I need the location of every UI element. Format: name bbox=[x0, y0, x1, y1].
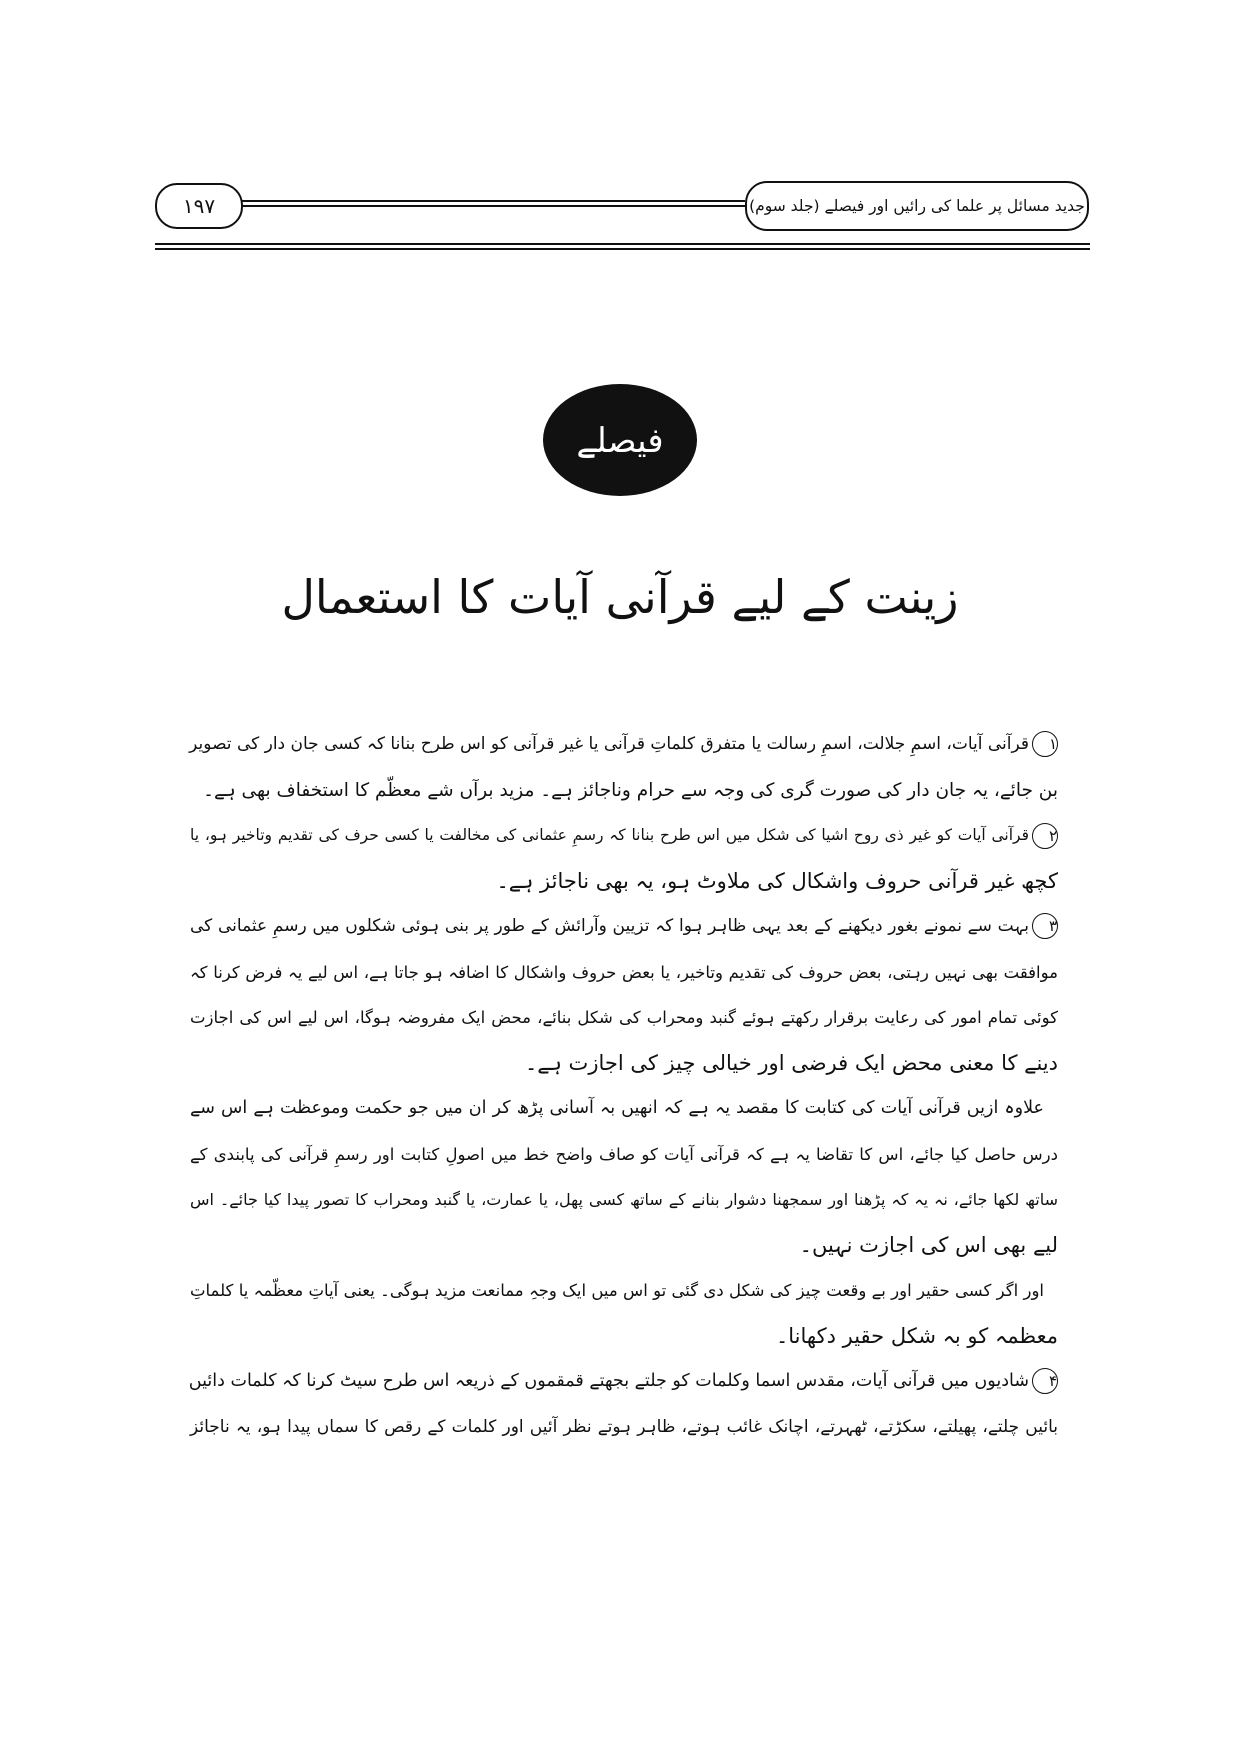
text-line: لیے بھی اس کی اجازت نہیں۔ bbox=[799, 1232, 1058, 1257]
page-title: زینت کے لیے قرآنی آیات کا استعمال bbox=[281, 570, 959, 624]
running-title bbox=[745, 181, 1089, 231]
page-number-text: ۱۹۷ bbox=[182, 194, 216, 218]
text-line bbox=[190, 722, 1058, 768]
item-marker: ۱ bbox=[1032, 731, 1058, 757]
text-line: کوئی تمام امور کی رعایت برقرار رکھتے ہوئے گنبد ومحراب کی شکل بنائے، محض ایک مفروضہ ہوگا، اس لیے اس کی اجازت bbox=[190, 1008, 1058, 1027]
item-marker: ۴ bbox=[1032, 1368, 1058, 1394]
body-text bbox=[190, 722, 1058, 1450]
line-text: قرآنی آیات کو غیر ذی روح اشیا کی شکل میں اس طرح بنانا کہ رسمِ عثمانی کی مخالفت یا کسی حرف کی تقدیم وتاخیر ہو، یا bbox=[190, 826, 1029, 844]
line-text: قرآنی آیات، اسمِ جلالت، اسمِ رسالت یا متفرق کلماتِ قرآنی یا غیر قرآنی کو اس طرح بنانا کہ کسی جان دار کی تصویر bbox=[189, 734, 1029, 754]
text-line: بن جائے، یہ جان دار کی صورت گری کی وجہ سے حرام وناجائز ہے۔ مزید برآں شے معظّم کا استخفاف بھی ہے۔ bbox=[203, 779, 1058, 801]
page-number bbox=[155, 183, 243, 229]
text-line: اور اگر کسی حقیر اور بے وقعت چیز کی شکل دی گئی تو اس میں ایک وجہِ ممانعت مزید ہوگی۔ یعنی آیاتِ معظّمہ یا کلماتِ bbox=[190, 1281, 1044, 1300]
text-line: دینے کا معنی محض ایک فرضی اور خیالی چیز کی اجازت ہے۔ bbox=[524, 1050, 1058, 1075]
text-line: درس حاصل کیا جائے، اس کا تقاضا یہ ہے کہ قرآنی آیات کو صاف واضح خط میں اصولِ کتابت اور رسمِ قرآنی کی پابندی کے bbox=[190, 1144, 1058, 1164]
header-rule bbox=[155, 243, 1090, 250]
text-line: معظمہ کو بہ شکل حقیر دکھانا۔ bbox=[775, 1323, 1058, 1348]
text-line: بائیں چلتے، پھیلتے، سکڑتے، ٹھہرتے، اچانک غائب ہوتے، ظاہر ہوتے نظر آئیں اور کلمات کے رقص کا سماں پیدا ہو، یہ ناجائز bbox=[190, 1416, 1058, 1437]
text-line bbox=[190, 904, 1058, 950]
line-text: شادیوں میں قرآنی آیات، مقدس اسما وکلمات کو جلتے بجھتے قمقموں کے ذریعہ اس طرح سیٹ کرنا کہ کلمات دائیں bbox=[188, 1371, 1029, 1391]
text-line bbox=[190, 1359, 1058, 1405]
text-line bbox=[190, 813, 1058, 859]
emblem-label: فیصلے bbox=[576, 420, 664, 461]
text-line: موافقت بھی نہیں رہتی، بعض حروف کی تقدیم وتاخیر، یا بعض حروف واشکال کا اضافہ ہو جاتا ہے، اس لیے یہ فرض کرنا کہ bbox=[190, 962, 1058, 982]
running-title-text: جدید مسائل پر علما کی رائیں اور فیصلے (جلد سوم) bbox=[749, 197, 1085, 215]
text-line: علاوہ ازیں قرآنی آیات کی کتابت کا مقصد یہ ہے کہ انھیں بہ آسانی پڑھ کر ان میں جو حکمت وموعظت ہے اس سے bbox=[190, 1098, 1044, 1118]
text-line: ساتھ لکھا جائے، نہ یہ کہ پڑھنا اور سمجھنا دشوار بنانے کے ساتھ کسی پھل، یا عمارت، یا گنبد ومحراب کا تصور پیدا کیا جائے۔ اس bbox=[190, 1190, 1058, 1209]
item-marker: ۳ bbox=[1032, 913, 1058, 939]
item-marker: ۲ bbox=[1032, 823, 1058, 849]
text-line: کچھ غیر قرآنی حروف واشکال کی ملاوٹ ہو، یہ بھی ناجائز ہے۔ bbox=[496, 868, 1058, 893]
header-connector-line bbox=[241, 200, 745, 207]
faisle-emblem bbox=[543, 384, 697, 496]
line-text: بہت سے نمونے بغور دیکھنے کے بعد یہی ظاہر ہوا کہ تزیین وآرائش کے طور پر بنی ہوئی شکلوں میں رسمِ عثمانی کی bbox=[190, 916, 1029, 936]
